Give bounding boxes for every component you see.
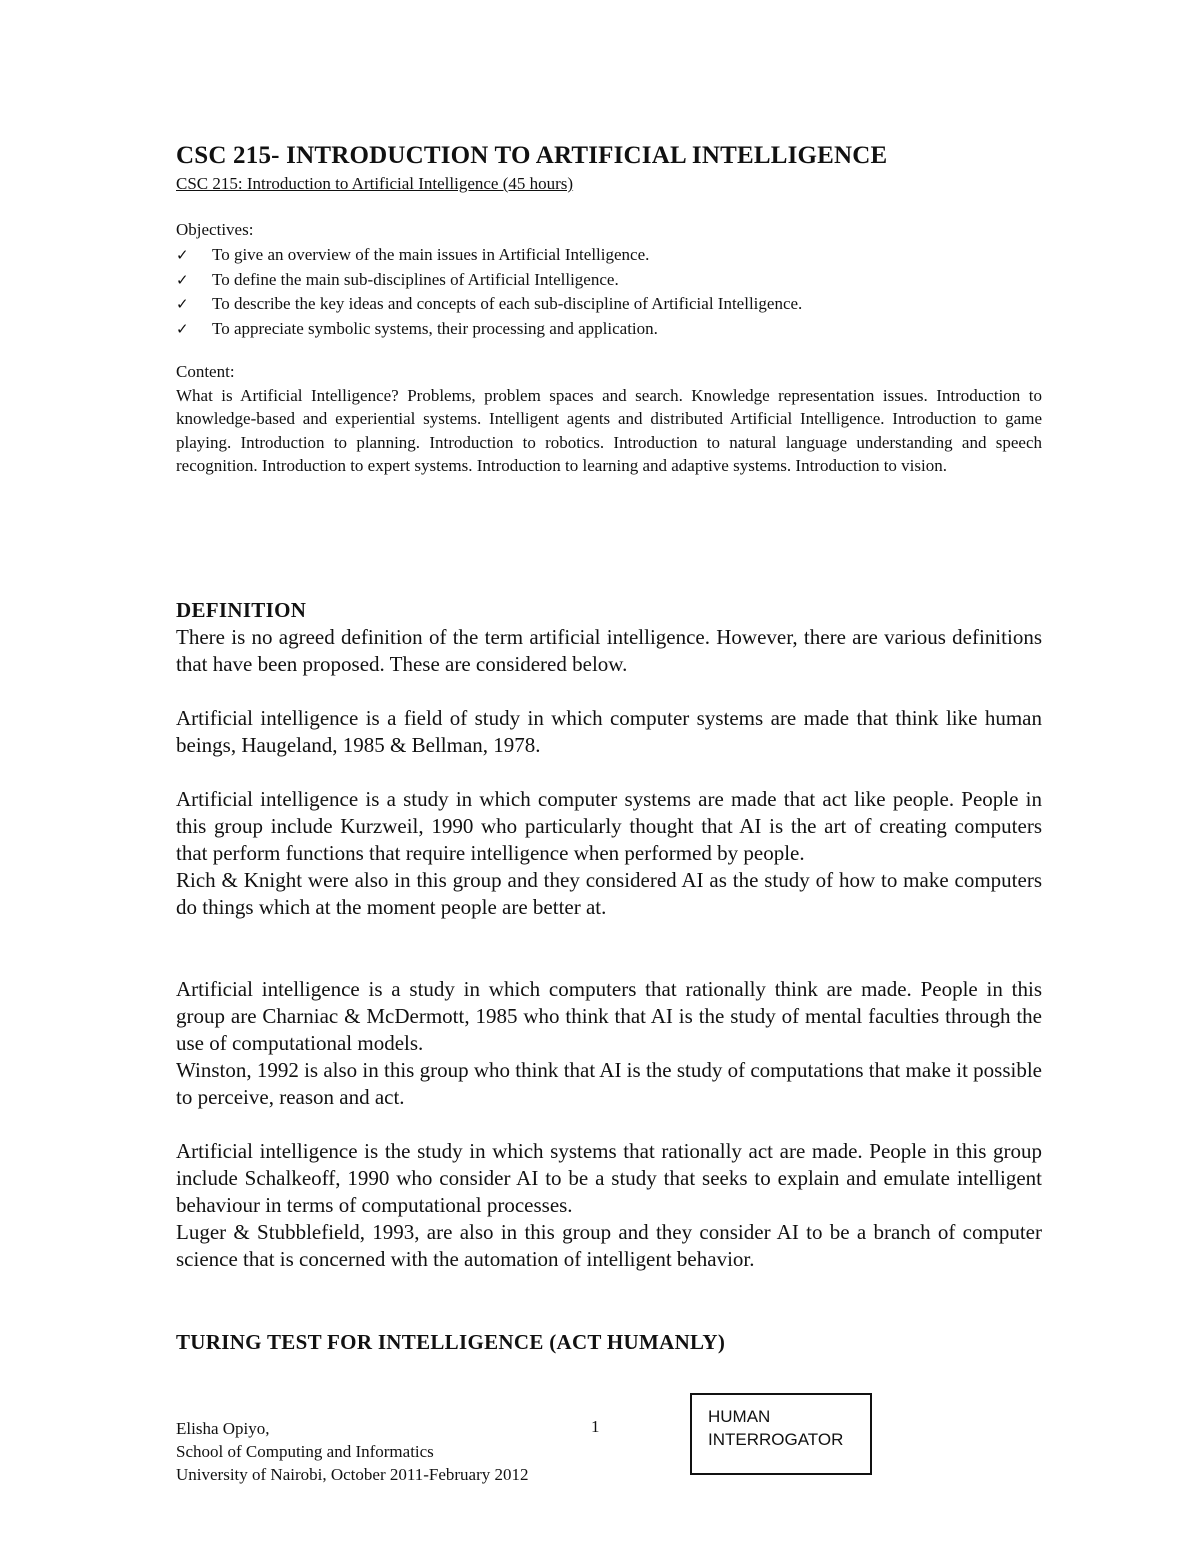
course-subtitle: CSC 215: Introduction to Artificial Intelligence (45 hours): [176, 174, 574, 193]
paragraph: Winston, 1992 is also in this group who think that AI is the study of computations that make it possible to perceive, reason and act.: [176, 1058, 1042, 1109]
objective-text: To appreciate symbolic systems, their processing and application.: [212, 318, 658, 338]
footer-author: Elisha Opiyo,: [176, 1419, 270, 1438]
definition-intro: [176, 624, 1042, 678]
objective-item: [176, 292, 802, 317]
checkmark-icon: ✓: [176, 246, 189, 264]
definition-think-humanly: [176, 705, 1042, 759]
box-label-line: HUMAN: [708, 1407, 771, 1426]
content-label: Content:: [176, 362, 235, 381]
human-interrogator-label: [708, 1405, 868, 1451]
checkmark-icon: ✓: [176, 319, 189, 338]
definition-act-humanly: [176, 786, 1042, 921]
checkmark-icon: ✓: [176, 295, 189, 313]
objective-item: [176, 317, 802, 342]
box-label-line: INTERROGATOR: [708, 1430, 844, 1449]
paragraph: Luger & Stubblefield, 1993, are also in this group and they consider AI to be a branch of computer science that is concerned with the automation of intelligent behavior.: [176, 1220, 1042, 1271]
objectives-label: Objectives:: [176, 220, 254, 239]
paragraph: Artificial intelligence is the study in which systems that rationally act are made. People in this group include Schalkeoff, 1990 who consider AI to be a study that seeks to explain and emulate intelligent behaviour in terms of computational processes.: [176, 1139, 1042, 1217]
paragraph: Artificial intelligence is a field of study in which computer systems are made that think like human beings, Haugeland, 1985 & Bellman, 1978.: [176, 706, 1042, 757]
objective-item: [176, 243, 802, 268]
objective-text: To give an overview of the main issues in Artificial Intelligence.: [212, 245, 650, 264]
objective-item: [176, 268, 802, 293]
objectives-list: [176, 243, 802, 341]
paragraph: There is no agreed definition of the term artificial intelligence. However, there are various definitions that have been proposed. These are considered below.: [176, 625, 1042, 676]
definition-think-rationally: [176, 976, 1042, 1111]
paragraph: Artificial intelligence is a study in which computers that rationally think are made. People in this group are Charniac & McDermott, 1985 who think that AI is the study of mental faculties through the use of computational models.: [176, 977, 1042, 1055]
definition-heading: DEFINITION: [176, 598, 307, 622]
checkmark-icon: ✓: [176, 270, 189, 289]
page-number: 1: [591, 1417, 600, 1436]
objective-text: To define the main sub-disciplines of Artificial Intelligence.: [212, 269, 619, 289]
course-title: CSC 215- INTRODUCTION TO ARTIFICIAL INTELLIGENCE: [176, 142, 888, 169]
page-footer: [176, 1417, 529, 1486]
footer-school: School of Computing and Informatics: [176, 1442, 434, 1461]
objective-text: To describe the key ideas and concepts of each sub-discipline of Artificial Intelligence.: [212, 294, 803, 313]
footer-university: University of Nairobi, October 2011-February 2012: [176, 1465, 529, 1484]
paragraph: Artificial intelligence is a study in which computer systems are made that act like people. People in this group include Kurzweil, 1990 who particularly thought that AI is the art of creating computers that perform functions that require intelligence when performed by people.: [176, 787, 1042, 865]
paragraph: Rich & Knight were also in this group and they considered AI as the study of how to make computers do things which at the moment people are better at.: [176, 868, 1042, 919]
human-interrogator-box: [690, 1393, 872, 1475]
content-paragraph: What is Artificial Intelligence? Problems, problem spaces and search. Knowledge representation issues. Introduction to knowledge-based and experiential systems. Intelligent agents and distributed Artificial Intelligence. Introduction to game playing. Introduction to planning. Introduction to robotics. Introduction to natural language understanding and speech recognition. Introduction to expert systems. Introduction to learning and adaptive systems. Introduction to vision.: [176, 386, 1042, 475]
definition-act-rationally: [176, 1138, 1042, 1273]
turing-test-heading: TURING TEST FOR INTELLIGENCE (ACT HUMANLY): [176, 1330, 726, 1354]
